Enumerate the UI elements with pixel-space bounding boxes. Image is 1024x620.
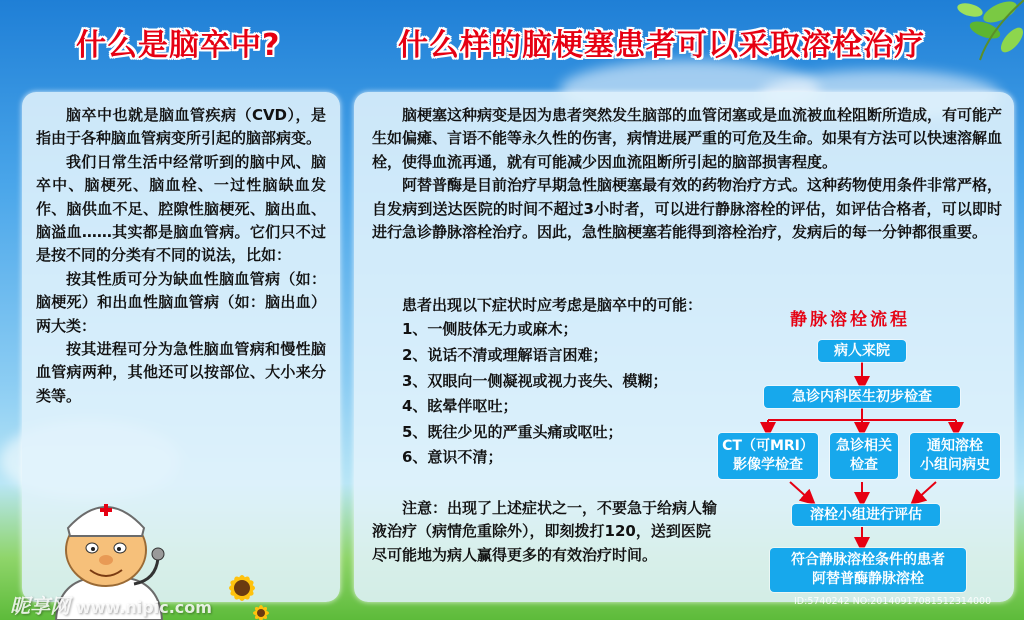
flow-step-notify: [910, 433, 1000, 479]
symptom-item: 5、既往少见的严重头痛或呕吐；: [402, 422, 623, 441]
watermark-brand-text: 昵享网: [10, 594, 70, 618]
flow-step-initial-check: [764, 386, 960, 408]
flow-step-label: 急诊内科医生初步检查: [792, 388, 932, 405]
flow-step-label: 符合静脉溶栓条件的患者: [791, 552, 945, 568]
left-panel-text: [36, 104, 326, 408]
left-paragraph-4: 按其进程可分为急性脑血管病和慢性脑血管病两种，其他还可以按部位、大小来分类等。: [36, 340, 326, 405]
watermark-id: ID:5740242 NO:20140917081512314000: [794, 596, 992, 607]
flow-step-label: 病人来院: [834, 342, 890, 359]
left-paragraph-3: 按其性质可分为缺血性脑血管病（如：脑梗死）和出血性脑血管病（如：脑出血）两大类：: [36, 269, 326, 335]
flowchart-title: 静脉溶栓流程: [790, 310, 910, 330]
right-paragraph-1: 脑梗塞这种病变是因为患者突然发生脑部的血管闭塞或是血流被血栓阻断所造成，有可能产生如偏瘫、言语不能等永久性的伤害，病情进展严重的可危及生命。如果有方法可以快速溶解血栓，使得血流再通，就有可能减少因血流阻断所引起的脑部损害程度。: [372, 106, 1003, 171]
right-panel-intro: [372, 104, 1002, 244]
right-title: 什么样的脑梗塞患者可以采取溶栓治疗: [398, 28, 925, 63]
symptoms-section: [372, 294, 722, 471]
symptoms-intro: 患者出现以下症状时应考虑是脑卒中的可能：: [402, 296, 703, 314]
flow-step-label: 小组问病史: [920, 457, 990, 473]
sunflower-icon: [246, 598, 276, 620]
leaves-decoration-icon: [930, 0, 1024, 70]
flow-step-label: 阿替普酶静脉溶栓: [812, 571, 924, 587]
left-title: 什么是脑卒中?: [76, 28, 281, 63]
symptom-item: 2、说话不清或理解语言困难；: [402, 346, 608, 364]
flow-step-label: 通知溶栓: [927, 438, 983, 454]
symptom-item: 4、眩晕伴呕吐；: [402, 397, 518, 416]
note-text: 注意：出现了上述症状之一，不要急于给病人输液治疗（病情危重除外），即刻拨打120，送到医院尽可能地为病人赢得更多的有效治疗时间。: [372, 499, 718, 564]
watermark-brand: [10, 590, 212, 619]
flow-step-label: 检查: [850, 457, 878, 473]
flow-step-evaluate: [792, 504, 940, 526]
flow-step-label: 影像学检查: [733, 457, 803, 473]
watermark-url: www.nipic.com: [76, 598, 212, 617]
flow-step-label: CT（可MRI）: [722, 438, 814, 454]
symptom-item: 6、意识不清；: [402, 448, 503, 467]
symptom-item: 1、一侧肢体无力或麻木；: [402, 320, 578, 339]
flow-step-label: 溶栓小组进行评估: [810, 506, 922, 523]
flow-step-related: [830, 433, 898, 479]
flow-step-label: 急诊相关: [836, 438, 892, 454]
flow-step-ct: [718, 433, 818, 479]
flow-step-final: [770, 548, 966, 592]
symptom-item: 3、双眼向一侧凝视或视力丧失、模糊；: [402, 371, 668, 390]
left-paragraph-2: 我们日常生活中经常听到的脑中风、脑卒中、脑梗死、脑血栓、一过性脑缺血发作、脑供血不足、腔隙性脑梗死、脑出血、脑溢血……其实都是脑血管病。它们只不过是按不同的分类有不同的说法，比如：: [36, 152, 326, 265]
symptoms-list: [372, 317, 722, 471]
note-section: [372, 497, 722, 567]
flow-step-arrive: [818, 340, 906, 362]
left-paragraph-1: 脑卒中也就是脑血管疾病（CVD），是指由于各种脑血管病变所引起的脑部病变。: [36, 106, 326, 148]
right-paragraph-2: 阿替普酶是目前治疗早期急性脑梗塞最有效的药物治疗方式。这种药物使用条件非常严格，自发病到送达医院的时间不超过3小时者，可以进行静脉溶栓的评估，如评估合格者，可以即时进行急诊静脉溶栓治疗。因此，急性脑梗塞若能得到溶栓治疗，发病后的每一分钟都很重要。: [372, 176, 1003, 242]
